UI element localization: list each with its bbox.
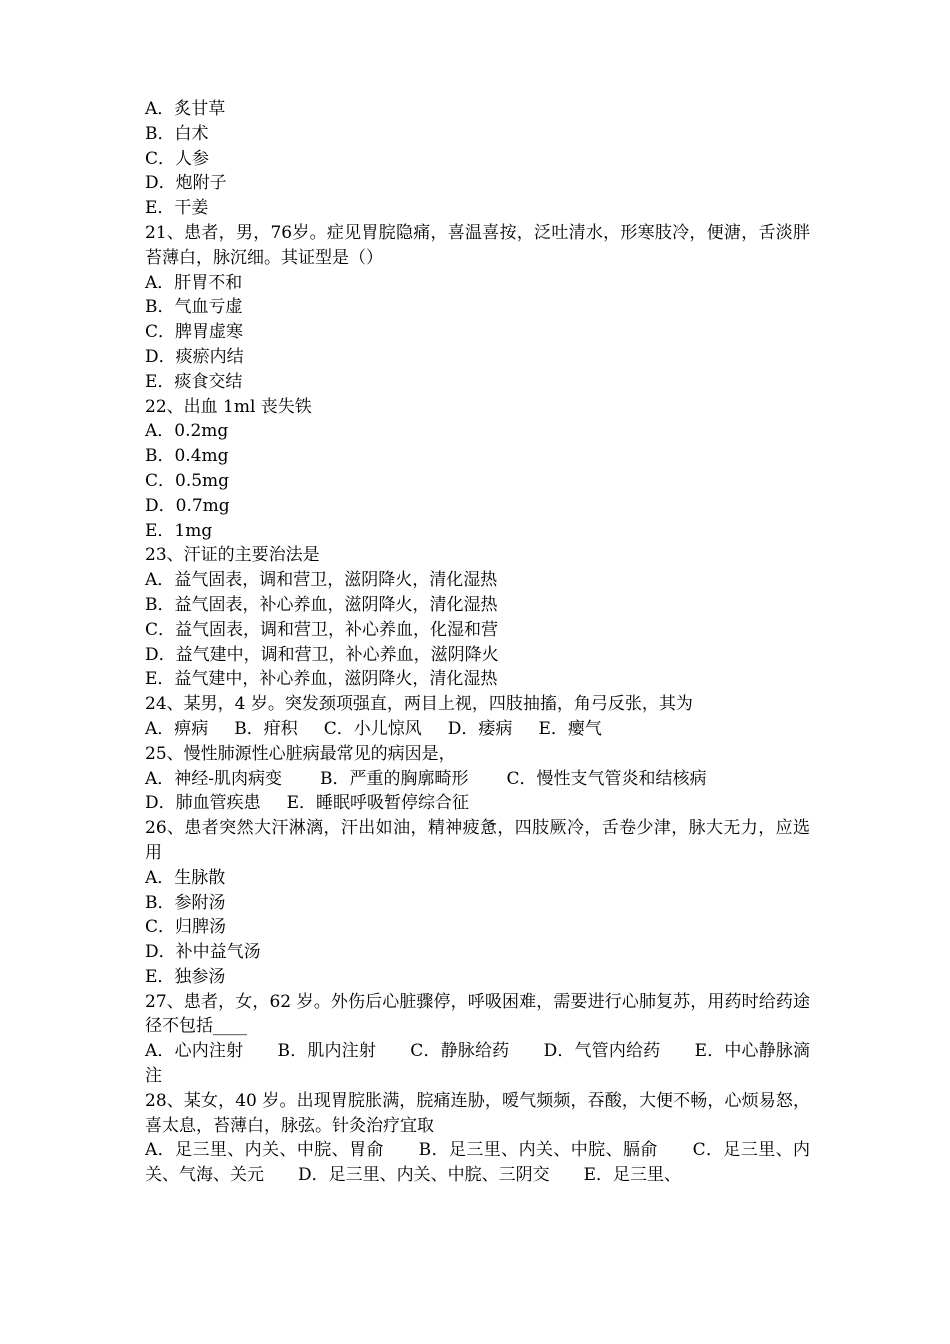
q22-option-e: E．1mg (145, 520, 213, 541)
q23-option-e: E．益气建中，补心养血，滋阴降火，清化湿热 (145, 669, 498, 690)
q26-option-c: C．归脾汤 (145, 917, 227, 938)
q24-option-d: D．痿病 (447, 718, 513, 739)
q20-option-b: B．白术 (145, 123, 209, 144)
document-page (145, 97, 810, 1188)
q25-options-line2 (145, 791, 810, 816)
q22-option-a: A．0.2mg (145, 421, 229, 442)
q21-option-e: E．痰食交结 (145, 371, 243, 392)
q22-option-b: B．0.4mg (145, 446, 229, 467)
q21-option-b: B．气血亏虚 (145, 297, 243, 318)
q20-option-a: A．炙甘草 (145, 99, 226, 119)
q23-option-d: D．益气建中，调和营卫，补心养血，滋阴降火 (145, 644, 499, 665)
q21-stem: 21、患者，男，76岁。症见胃脘隐痛，喜温喜按，泛吐清水，形寒肢冷，便溏，舌淡胖苔薄白，脉沉细。其证型是（） (145, 222, 810, 268)
q24-option-e: E．瘿气 (538, 718, 602, 739)
q25-option-a: A．神经-肌肉病变 (145, 768, 283, 789)
q22-option-d: D．0.7mg (145, 495, 230, 516)
q25-options-line1 (145, 767, 810, 792)
q22-option-c: C．0.5mg (145, 470, 230, 491)
q21-option-c: C．脾胃虚寒 (145, 322, 244, 343)
q24-options (145, 717, 810, 742)
q20-option-d: D．炮附子 (145, 173, 227, 194)
q28-options: A．足三里、内关、中脘、胃俞 B．足三里、内关、中脘、膈俞 C．足三里、内关、气海、关元 D．足三里、内关、中脘、三阴交 E．足三里、 (145, 1140, 810, 1186)
q25-option-d: D．肺血管疾患 (145, 793, 261, 814)
q26-option-b: B．参附汤 (145, 892, 226, 913)
q23-option-a: A．益气固表，调和营卫，滋阴降火，清化湿热 (145, 570, 498, 591)
q26-stem: 26、患者突然大汗淋漓，汗出如油，精神疲惫，四肢厥冷，舌卷少津，脉大无力，应选用 (145, 818, 810, 863)
q23-option-b: B．益气固表，补心养血，滋阴降火，清化湿热 (145, 594, 498, 615)
q23-stem: 23、汗证的主要治法是 (145, 545, 320, 566)
q23-option-c: C．益气固表，调和营卫，补心养血，化湿和营 (145, 619, 499, 640)
q26-option-e: E．独参汤 (145, 966, 226, 987)
q25-option-b: B．严重的胸廓畸形 (320, 768, 469, 789)
q20-option-e: E．干姜 (145, 198, 209, 219)
q25-option-c: C．慢性支气管炎和结核病 (506, 768, 707, 789)
q24-option-c: C．小儿惊风 (323, 718, 422, 739)
q21-option-a: A．肝胃不和 (145, 272, 243, 293)
q27-stem: 27、患者，女，62 岁。外伤后心脏骤停，呼吸困难，需要进行心肺复苏，用药时给药途径不包括____ (145, 991, 810, 1037)
q22-stem: 22、出血 1ml 丧失铁 (145, 396, 312, 417)
q26-option-a: A．生脉散 (145, 867, 226, 888)
q21-option-d: D．痰瘀内结 (145, 346, 244, 367)
q27-options: A．心内注射 B．肌内注射 C．静脉给药 D．气管内给药 E．中心静脉滴注 (145, 1041, 810, 1087)
q20-option-c: C．人参 (145, 148, 210, 169)
q25-stem: 25、慢性肺源性心脏病最常见的病因是， (145, 743, 456, 764)
q26-option-d: D．补中益气汤 (145, 942, 261, 963)
q28-stem: 28、某女，40 岁。出现胃脘胀满，脘痛连胁，嗳气频频，吞酸，大便不畅，心烦易怒，喜太息，苔薄白，脉弦。针灸治疗宜取 (145, 1090, 810, 1136)
q25-option-e: E．睡眠呼吸暂停综合征 (286, 793, 470, 814)
q24-option-b: B．疳积 (234, 718, 298, 739)
q24-option-a: A．痹病 (145, 718, 209, 739)
q24-stem: 24、某男，4 岁。突发颈项强直，两目上视，四肢抽搐，角弓反张，其为 (145, 694, 693, 715)
